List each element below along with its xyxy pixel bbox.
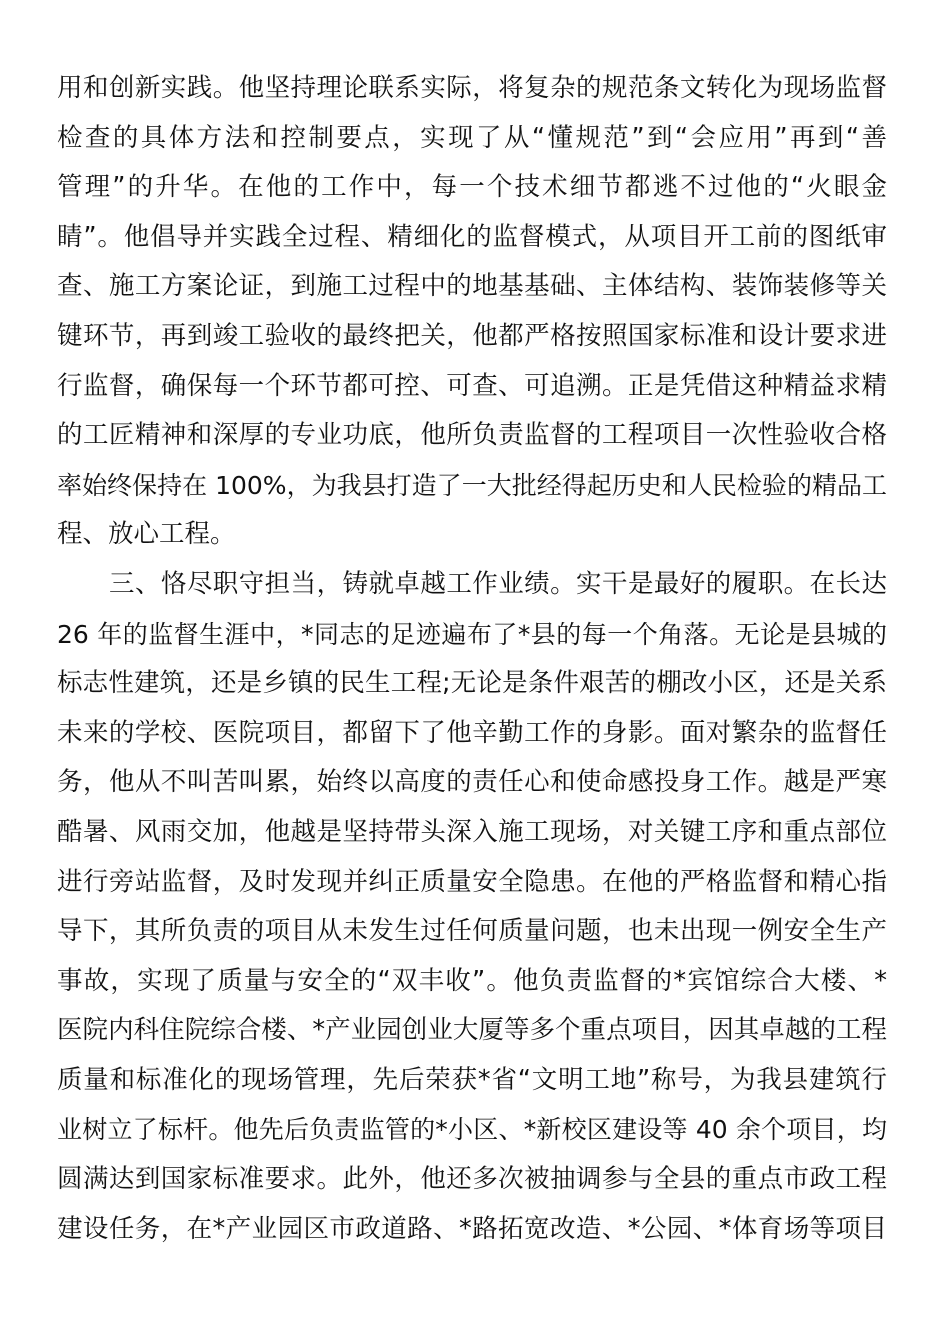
text-line: 率始终保持在 100%，为我县打造了一大批经得起历史和人民检验的精品工 (57, 470, 887, 500)
text-line: 睛”。他倡导并实践全过程、精细化的监督模式，从项目开工前的图纸审 (57, 221, 887, 252)
text-line: 建设任务，在*产业园区市政道路、*路拓宽改造、*公园、*体育场等项目 (57, 1213, 887, 1244)
paragraph-end-line: 程、放心工程。 (57, 519, 236, 550)
text-line: 酷暑、风雨交加，他越是坚持带头深入施工现场，对关键工序和重点部位 (57, 816, 887, 847)
text-line: 26 年的监督生涯中，*同志的足迹遍布了*县的每一个角落。无论是县城的 (57, 619, 887, 649)
text-line: 质量和标准化的现场管理，先后荣获*省“文明工地”称号，为我县建筑行 (57, 1064, 887, 1095)
text-line: 的工匠精神和深厚的专业功底，他所负责监督的工程项目一次性验收合格 (57, 420, 887, 451)
text-line: 键环节，再到竣工验收的最终把关，他都严格按照国家标准和设计要求进 (57, 320, 887, 351)
text-line: 行监督，确保每一个环节都可控、可查、可追溯。正是凭借这种精益求精 (57, 370, 887, 401)
text-line: 事故，实现了质量与安全的“双丰收”。他负责监督的*宾馆综合大楼、* (57, 965, 887, 996)
text-line: 业树立了标杆。他先后负责监管的*小区、*新校区建设等 40 余个项目，均 (57, 1115, 887, 1145)
document-body (57, 70, 887, 1260)
text-line: 进行旁站监督，及时发现并纠正质量安全隐患。在他的严格监督和精心指 (57, 866, 887, 897)
text-line: 医院内科住院综合楼、*产业园创业大厦等多个重点项目，因其卓越的工程 (57, 1015, 887, 1046)
text-line: 务，他从不叫苦叫累，始终以高度的责任心和使命感投身工作。越是严寒 (57, 767, 887, 798)
text-line: 检查的具体方法和控制要点，实现了从“懂规范”到“会应用”再到“善 (57, 122, 887, 153)
text-line: 导下，其所负责的项目从未发生过任何质量问题，也未出现一例安全生产 (57, 916, 887, 947)
text-line: 未来的学校、医院项目，都留下了他辛勤工作的身影。面对繁杂的监督任 (57, 717, 887, 748)
text-line: 查、施工方案论证，到施工过程中的地基基础、主体结构、装饰装修等关 (57, 271, 887, 302)
text-line: 管理”的升华。在他的工作中，每一个技术细节都逃不过他的“火眼金 (57, 172, 887, 203)
text-line: 用和创新实践。他坚持理论联系实际，将复杂的规范条文转化为现场监督 (57, 73, 887, 103)
section-heading-line: 三、恪尽职守担当，铸就卓越工作业绩。实干是最好的履职。在长达 (109, 568, 887, 599)
text-line: 标志性建筑，还是乡镇的民生工程;无论是条件艰苦的棚改小区，还是关系 (57, 668, 887, 699)
text-line: 圆满达到国家标准要求。此外，他还多次被抽调参与全县的重点市政工程 (57, 1164, 887, 1195)
